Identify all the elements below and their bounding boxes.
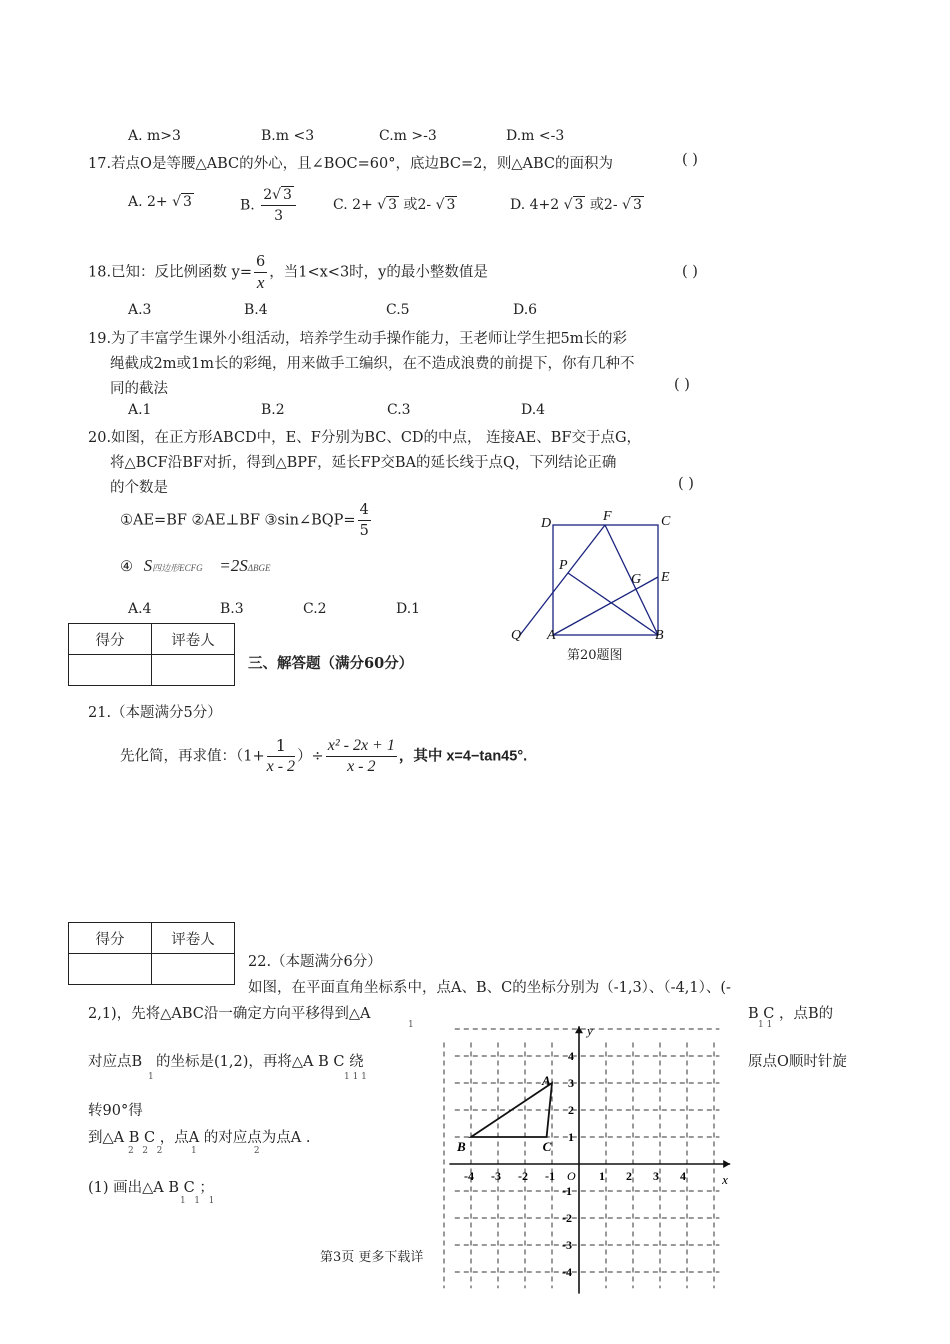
q19-option-c: C.3 — [387, 402, 411, 418]
q20-square-figure — [505, 505, 685, 665]
point-a-label: A — [542, 1073, 551, 1088]
label-c: C — [661, 514, 671, 529]
y-tick-label: -1 — [562, 1184, 572, 1198]
q20-option-c: C.2 — [303, 601, 327, 617]
square-abcd — [553, 525, 658, 635]
label-a: A — [547, 628, 556, 643]
label-f: F — [603, 509, 612, 524]
label-g: G — [631, 572, 642, 587]
q20-answer-paren: ( ) — [678, 476, 694, 492]
q16-option-d: D.m <-3 — [506, 128, 565, 144]
q20-statements-1-3: ①AE=BF ②AE⊥BF ③sin∠BQP= $\frac{4}{5}$ — [120, 502, 369, 539]
q16-option-b: B.m <3 — [261, 128, 315, 144]
page-footer: 第3页 更多下载详 — [320, 1246, 423, 1265]
label-d: D — [541, 516, 552, 531]
q16-option-a: A. m>3 — [128, 128, 181, 144]
line-ae — [553, 577, 658, 635]
q19-line-2: 绳截成2m或1m长的彩绳，用来做手工编织，在不造成浪费的前提下，你有几种不 — [110, 356, 635, 372]
x-axis-arrow — [723, 1160, 730, 1168]
x-tick-label: 1 — [599, 1169, 605, 1183]
q20-figure-caption: 第20题图 — [567, 648, 623, 663]
y-axis-label: y — [587, 1023, 593, 1038]
x-axis-label: x — [722, 1172, 728, 1187]
q22-line-5-sub: 2 2 2 1 2 — [128, 1146, 260, 1156]
q22-line-2-right: B C ，点B的 — [748, 1006, 834, 1022]
q20-option-b: B.3 — [220, 601, 244, 617]
q17-option-a: A. 2+ √ 3 — [128, 194, 192, 210]
origin-label: O — [567, 1169, 576, 1183]
q19-answer-paren: ( ) — [674, 377, 690, 393]
q19-line-1: 19.为了丰富学生课外小组活动，培养学生动手操作能力，王老师让学生把5m长的彩 — [88, 331, 628, 347]
y-tick-label: -2 — [562, 1211, 572, 1225]
score-label: 得分 — [69, 923, 152, 954]
q20-line-1: 20.如图，在正方形ABCD中，E、F分别为BC、CD的中点， 连接AE、BF交于点G， — [88, 430, 642, 446]
q20-line-3: 的个数是 — [110, 480, 168, 496]
y-tick-label: 2 — [568, 1103, 574, 1117]
q20-option-d: D.1 — [396, 601, 421, 617]
q22-line-4: 转90°得 — [88, 1103, 143, 1119]
score-cell[interactable] — [69, 655, 152, 686]
q22-part-1: (1) 画出△A B C ； — [88, 1180, 214, 1196]
q17-option-c: C. 2+ √ 3 或2- √ 3 — [333, 197, 456, 213]
q22-header: 22.（本题满分6分） — [248, 954, 382, 970]
q18-answer-paren: ( ) — [682, 264, 698, 280]
q22-part-1-sub: 1 1 1 — [180, 1196, 215, 1206]
y-tick-label: 3 — [568, 1076, 574, 1090]
q18-option-c: C.5 — [386, 302, 410, 318]
grader-cell[interactable] — [152, 954, 235, 985]
q20-line-2: 将△BCF沿BF对折，得到△BPF，延长FP交BA的延长线于点Q，下列结论正确 — [110, 455, 617, 471]
score-table — [68, 623, 235, 686]
x-tick-label: -2 — [518, 1169, 528, 1183]
grader-label: 评卷人 — [152, 923, 235, 954]
q19-option-b: B.2 — [261, 402, 285, 418]
y-tick-label: 1 — [568, 1130, 574, 1144]
q20-option-a: A.4 — [128, 601, 152, 617]
point-b-label: B — [457, 1139, 466, 1154]
q18-fraction: $\frac{6}{x}$ — [256, 254, 266, 292]
score-label: 得分 — [69, 624, 152, 655]
x-tick-label: -4 — [464, 1169, 474, 1183]
q16-option-c: C.m >-3 — [379, 128, 437, 144]
q17-text: 17.若点O是等腰△ABC的外心，且∠BOC=60°，底边BC=2，则△ABC的面积为 — [88, 156, 614, 172]
label-q: Q — [511, 628, 522, 643]
point-c-label: C — [542, 1139, 552, 1154]
q18-text: 18.已知：反比例函数 y= $\frac{6}{x}$ ，当1<x<3时，y的最小整数值是 — [88, 254, 488, 292]
q17-answer-paren: ( ) — [682, 152, 698, 168]
line-qf — [520, 525, 605, 635]
q19-option-d: D.4 — [521, 402, 546, 418]
x-tick-label: 4 — [680, 1169, 686, 1183]
grader-cell[interactable] — [152, 655, 235, 686]
q18-option-b: B.4 — [244, 302, 268, 318]
q22-line-3-b-sub: 1 1 1 — [344, 1072, 367, 1082]
x-tick-label: -3 — [491, 1169, 501, 1183]
y-tick-label: -3 — [562, 1238, 572, 1252]
label-e: E — [661, 570, 670, 585]
q22-line-3-right: 原点O顺时针旋 — [748, 1054, 847, 1070]
line-pb — [568, 573, 658, 635]
q18-option-a: A.3 — [128, 302, 152, 318]
q17-option-b: B. $\frac{2√ 3}{3}$ — [240, 185, 298, 226]
y-tick-label: 4 — [568, 1049, 574, 1063]
q22-line-3-b: 的坐标是(1,2)，再将△A B C 绕 — [156, 1054, 364, 1070]
q22-line-2: 2,1)，先将△ABC沿一确定方向平移得到△A — [88, 1006, 371, 1022]
x-tick-label: 3 — [653, 1169, 659, 1183]
q22-line-3: 对应点B — [88, 1054, 143, 1070]
score-table-2 — [68, 922, 235, 985]
q19-line-3: 同的截法 — [110, 381, 168, 397]
q22-line-2-right-sub: 1 1 — [758, 1020, 773, 1030]
y-axis-arrow — [575, 1026, 583, 1033]
y-tick-label: -4 — [562, 1265, 572, 1279]
grader-label: 评卷人 — [152, 624, 235, 655]
q19-option-a: A.1 — [128, 402, 152, 418]
q22-line-3-sub: 1 — [148, 1072, 154, 1082]
q18-option-d: D.6 — [513, 302, 538, 318]
x-tick-label: -1 — [545, 1169, 555, 1183]
label-b: B — [655, 628, 664, 643]
q22-line-2-sub: 1 — [408, 1020, 414, 1030]
section-3-heading: 三、解答题（满分60分） — [248, 655, 414, 672]
q20-statement-4: ④ S四边形ECFG =2SΔBGE — [120, 556, 271, 575]
q22-line-1: 如图，在平面直角坐标系中，点A、B、C的坐标分别为（-1,3）、（-4,1）、(- — [248, 980, 731, 996]
q21-header: 21.（本题满分5分） — [88, 705, 222, 721]
q21-expression: 先化简，再求值：（1+ $\frac{1}{x - 2}$ ）÷ $\frac{\text{x² - 2x + 1}}{x - 2}$ ，其中 x=4−tan45°. — [120, 736, 528, 775]
q17-option-d: D. 4+2 √ 3 或2- √ 3 — [510, 197, 642, 213]
sqrt-symbol: √ 3 — [172, 194, 192, 210]
coordinate-grid — [440, 1018, 740, 1294]
x-tick-label: 2 — [626, 1169, 632, 1183]
label-p: P — [559, 558, 568, 573]
score-cell[interactable] — [69, 954, 152, 985]
q22-line-5: 到△A B C ，点A 的对应点为点A . — [88, 1130, 311, 1146]
